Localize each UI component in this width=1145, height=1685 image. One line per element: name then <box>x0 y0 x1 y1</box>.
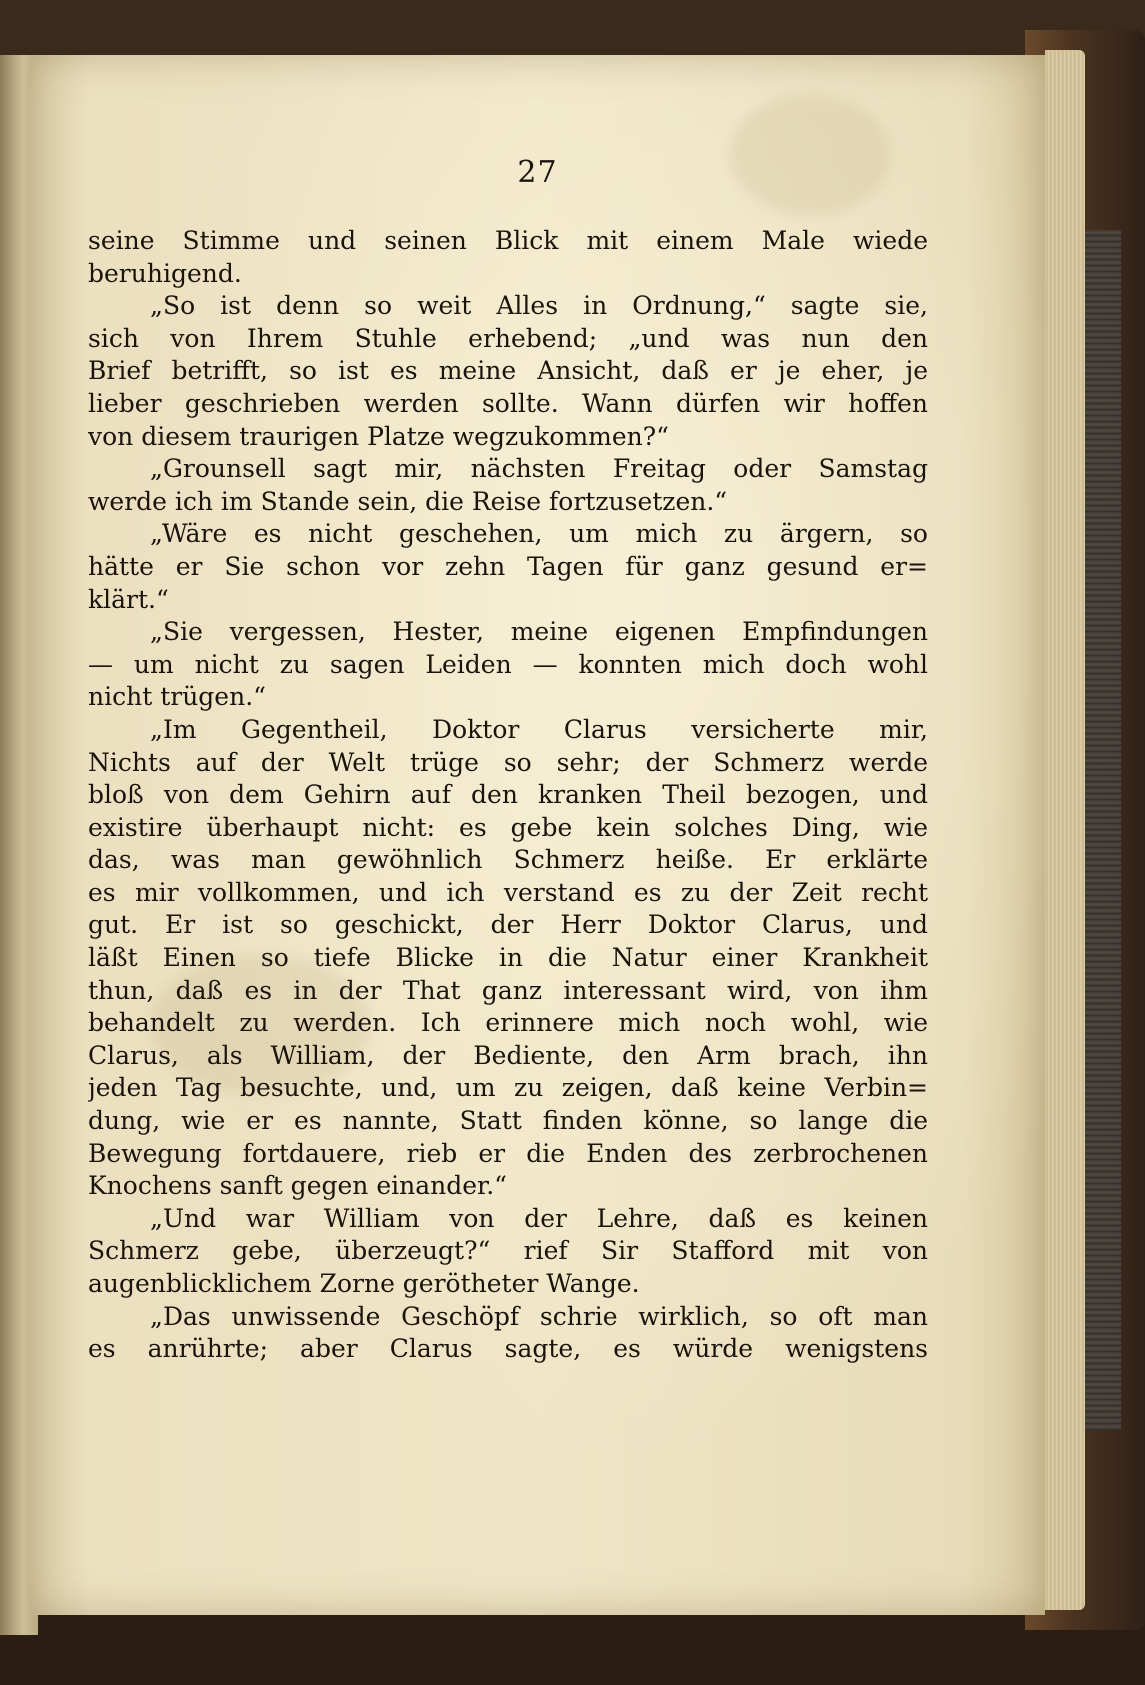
text-line: augenblicklichem Zorne gerötheter Wange. <box>88 1269 640 1298</box>
text-line: gut. Er ist so geschickt, der Herr Doktor Clarus, und <box>88 910 928 940</box>
text-line: beruhigend. <box>88 258 242 288</box>
text-line: „Das unwissende Geschöpf schrie wirklich, so oft man <box>150 1301 928 1331</box>
text-line: es anrührte; aber Clarus sagte, es würde wenigstens <box>88 1334 928 1364</box>
text-line: von diesem traurigen Platze wegzukommen?“ <box>88 421 669 451</box>
text-line: existire überhaupt nicht: es gebe kein solches Ding, wie <box>88 812 928 842</box>
text-line: „So ist denn so weit Alles in Ordnung,“ sagte sie, <box>150 291 928 321</box>
text-line: hätte er Sie schon vor zehn Tagen für ganz gesund er= <box>88 551 928 581</box>
binding-spine-texture <box>1083 230 1121 1430</box>
text-line: — um nicht zu sagen Leiden — konnten mich doch wohl <box>88 649 928 679</box>
text-line: sich von Ihrem Stuhle erhebend; „und was nun den <box>88 323 928 353</box>
text-line: dung, wie er es nannte, Statt finden könne, so lange die <box>88 1106 928 1136</box>
text-line: Clarus, als William, der Bediente, den Arm brach, ihn <box>88 1040 928 1070</box>
page-edges <box>1045 50 1085 1610</box>
text-line: „Grounsell sagt mir, nächsten Freitag oder Samstag <box>150 454 928 484</box>
text-line: „Sie vergessen, Hester, meine eigenen Empfindungen <box>150 617 928 647</box>
text-line: Knochens sanft gegen einander.“ <box>88 1171 507 1201</box>
text-line: lieber geschrieben werden sollte. Wann dürfen wir hoffen <box>88 388 928 418</box>
text-line: Schmerz gebe, überzeugt?“ rief Sir Stafford mit von <box>88 1236 928 1266</box>
text-line: bloß von dem Gehirn auf den kranken Theil bezogen, und <box>88 780 928 810</box>
text-line: Nichts auf der Welt trüge so sehr; der Schmerz werde <box>88 747 928 777</box>
text-line: jeden Tag besuchte, und, um zu zeigen, daß keine Verbin= <box>88 1073 928 1103</box>
text-line: klärt.“ <box>88 584 169 614</box>
text-line: werde ich im Stande sein, die Reise fortzusetzen.“ <box>88 486 728 516</box>
text-line: Brief betrifft, so ist es meine Ansicht, daß er je eher, je <box>88 356 928 386</box>
text-line: behandelt zu werden. Ich erinnere mich noch wohl, wie <box>88 1008 928 1038</box>
text-line: thun, daß es in der That ganz interessant wird, von ihm <box>88 975 928 1005</box>
page-number: 27 <box>517 155 558 190</box>
text-line: seine Stimme und seinen Blick mit einem Male wiede <box>88 226 928 255</box>
text-line: „Und war William von der Lehre, daß es keinen <box>150 1203 928 1233</box>
text-line: „Im Gegentheil, Doktor Clarus versicherte mir, <box>150 714 928 744</box>
text-line: „Wäre es nicht geschehen, um mich zu ärgern, so <box>150 519 928 549</box>
text-line: Bewegung fortdauere, rieb er die Enden des zerbrochenen <box>88 1138 928 1168</box>
book-page <box>30 55 1045 1615</box>
text-line: das, was man gewöhnlich Schmerz heiße. Er erklärte <box>88 845 928 875</box>
text-line: nicht trügen.“ <box>88 682 266 712</box>
page-text <box>88 225 928 1366</box>
text-line: es mir vollkommen, und ich verstand es zu der Zeit recht <box>88 877 928 907</box>
text-line: läßt Einen so tiefe Blicke in die Natur einer Krankheit <box>88 943 928 973</box>
